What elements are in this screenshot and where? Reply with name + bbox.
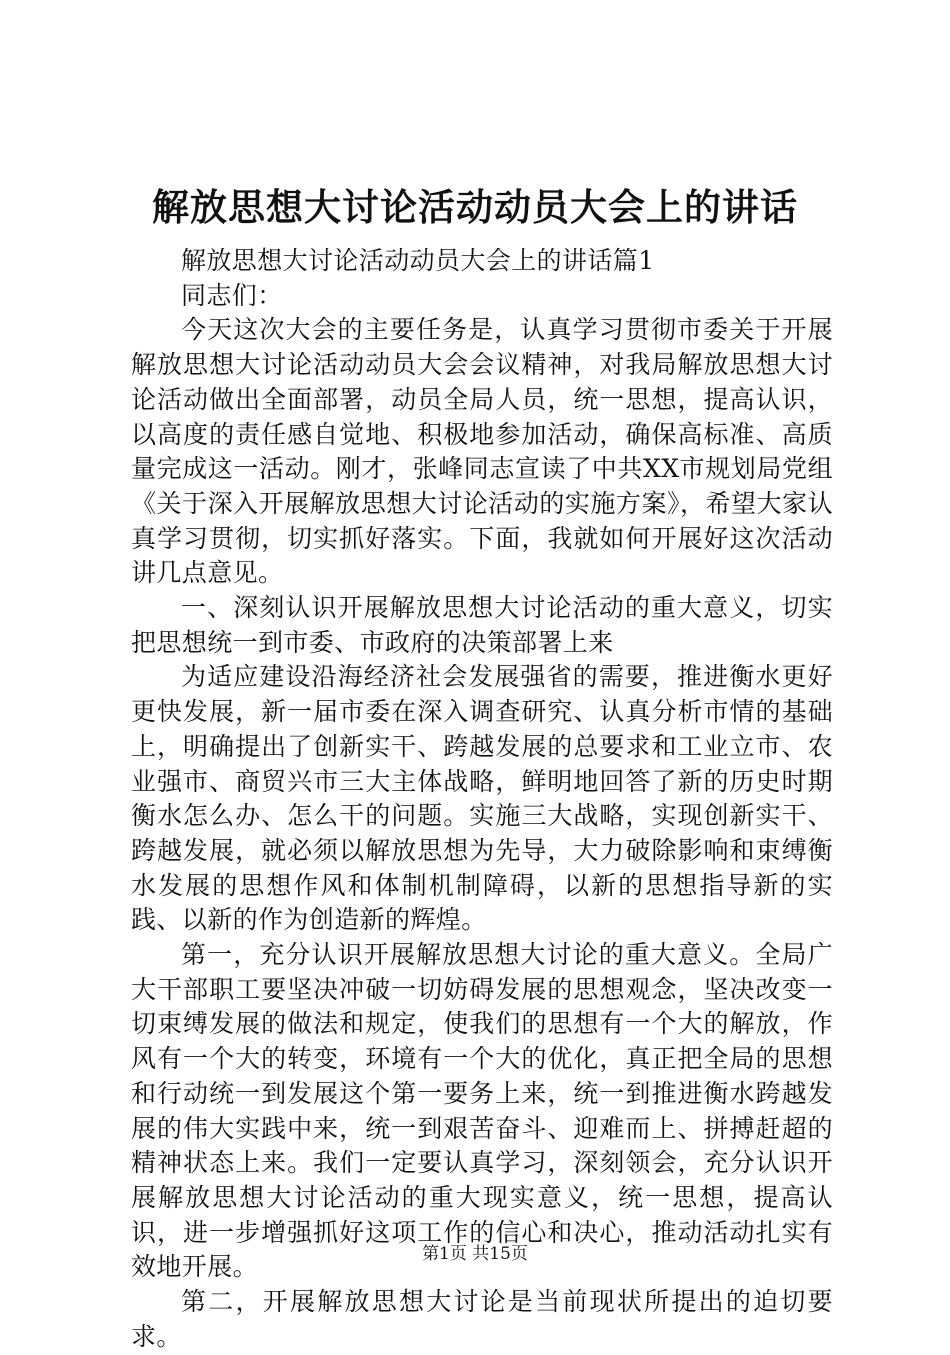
document-title: 解放思想大讨论活动动员大会上的讲话 <box>152 185 798 229</box>
salutation: 同志们： <box>181 280 283 310</box>
page-number-footer: 第1页 共15页 <box>422 1244 528 1264</box>
section-heading: 解放思想大讨论活动动员大会上的讲话篇1 <box>181 246 655 275</box>
document-body <box>131 244 833 1355</box>
body-paragraph: 一、深刻认识开展解放思想大讨论活动的重大意义，切实把思想统一到市委、市政府的决策部署上来 <box>131 593 833 657</box>
body-paragraph: 第二，开展解放思想大讨论是当前现状所提出的迫切要求。 <box>131 1287 833 1351</box>
body-paragraph: 为适应建设沿海经济社会发展强省的需要，推进衡水更好更快发展，新一届市委在深入调查研究、认真分析市情的基础上，明确提出了创新实干、跨越发展的总要求和工业立市、农业强市、商贸兴市三大主体战略，鲜明地回答了新的历史时期衡水怎么办、怎么干的问题。实施三大战略，实现创新实干、跨越发展，就必须以解放思想为先导，大力破除影响和束缚衡水发展的思想作风和体制机制障碍，以新的思想指导新的实践、以新的作为创造新的辉煌。 <box>131 662 833 935</box>
body-paragraph: 今天这次大会的主要任务是，认真学习贯彻市委关于开展解放思想大讨论活动动员大会会议精神，对我局解放思想大讨论活动做出全面部署，动员全局人员，统一思想，提高认识，以高度的责任感自觉地、积极地参加活动，确保高标准、高质量完成这一活动。刚才，张峰同志宣读了中共XX市规划局党组《关于深入开展解放思想大讨论活动的实施方案》，希望大家认真学习贯彻，切实抓好落实。下面，我就如何开展好这次活动讲几点意见。 <box>131 315 833 588</box>
body-paragraph: 第一，充分认识开展解放思想大讨论的重大意义。全局广大干部职工要坚决冲破一切妨碍发展的思想观念，坚决改变一切束缚发展的做法和规定，使我们的思想有一个大的解放，作风有一个大的转变，环境有一个大的优化，真正把全局的思想和行动统一到发展这个第一要务上来，统一到推进衡水跨越发展的伟大实践中来，统一到艰苦奋斗、迎难而上、拼搏赶超的精神状态上来。我们一定要认真学习，深刻领会，充分认识开展解放思想大讨论活动的重大现实意义，统一思想，提高认识，进一步增强抓好这项工作的信心和决心，推动活动扎实有效地开展。 <box>131 940 833 1282</box>
